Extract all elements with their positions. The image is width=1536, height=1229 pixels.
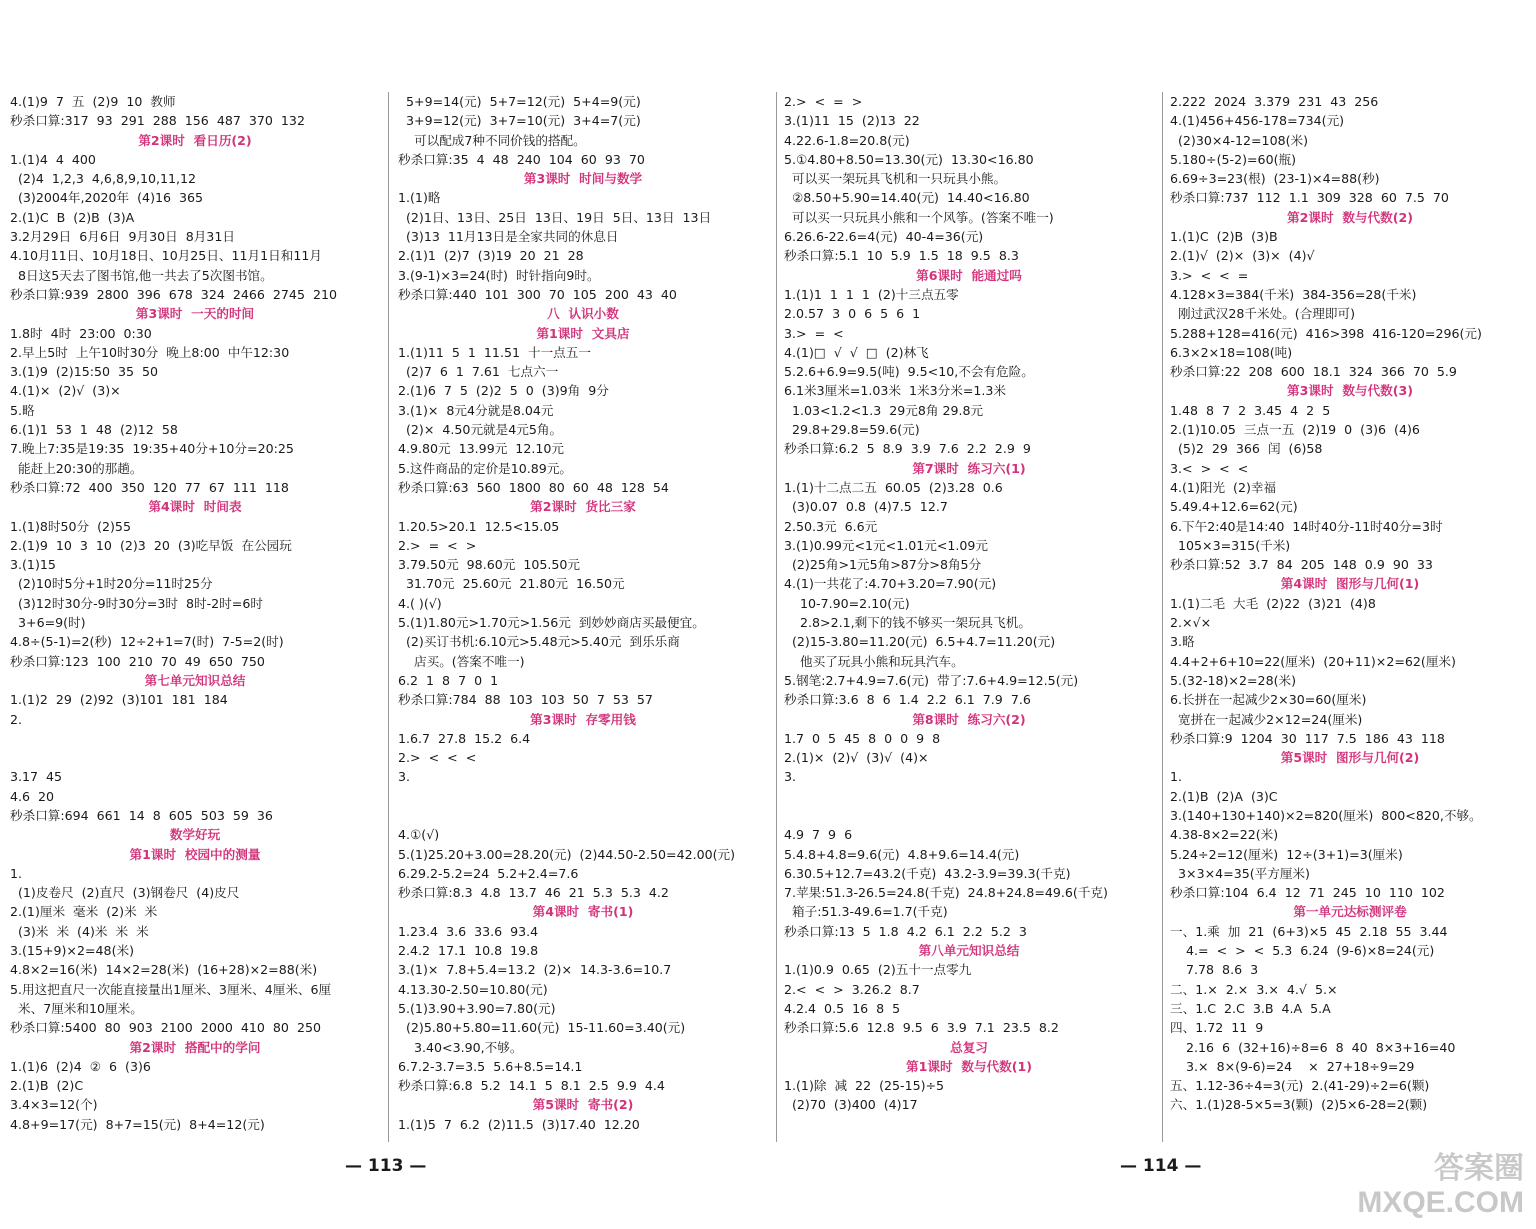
watermark-logo [1357, 1152, 1524, 1220]
section-heading: 第5课时 寄书(2) [532, 1097, 634, 1113]
answer-line: 2.(1)C B (2)B (3)A [10, 209, 135, 225]
answer-line: 6.2 1 8 7 0 1 [398, 672, 499, 688]
answer-line: 7.苹果:51.3-26.5=24.8(千克) 24.8+24.8=49.6(千克) [784, 885, 1108, 901]
answer-line: 秒杀口算:8.3 4.8 13.7 46 21 5.3 5.3 4.2 [398, 885, 669, 901]
answer-line: 3.(1)0.99元<1元<1.01元<1.09元 [784, 537, 989, 553]
answer-line: 5.(1)25.20+3.00=28.20(元) (2)44.50-2.50=42.00(元) [398, 846, 736, 862]
answer-line: 可以买一只玩具小熊和一个风筝。(答案不唯一) [784, 209, 1054, 225]
answer-line: 秒杀口算:5.6 12.8 9.5 6 3.9 7.1 23.5 8.2 [784, 1020, 1059, 1036]
answer-line: 6.下午2:40是14:40 14时40分-11时40分=3时 [1170, 518, 1443, 534]
answer-line: 3.2月29日 6月6日 9月30日 8月31日 [10, 229, 235, 245]
answer-line: 5.2.6+6.9=9.5(吨) 9.5<10,不会有危险。 [784, 364, 1034, 380]
answer-line: (5)2 29 366 闰 (6)58 [1170, 441, 1323, 457]
answer-line: 3. [398, 769, 411, 785]
section-heading: 第7课时 练习六(1) [912, 460, 1026, 476]
answer-line: 1.23.4 3.6 33.6 93.4 [398, 923, 539, 939]
section-heading: 第5课时 图形与几何(2) [1280, 750, 1420, 766]
answer-line: 5.49.4+12.6=62(元) [1170, 499, 1298, 515]
answer-line: 1.(1)除 减 22 (25-15)÷5 [784, 1078, 945, 1094]
answer-line: 3.(9-1)×3=24(时) 时针指向9时。 [398, 267, 600, 283]
figure-space [398, 806, 768, 825]
column-2 [398, 92, 768, 1134]
column-3 [784, 92, 1154, 1115]
answer-line: 5.(1)1.80元>1.70元>1.56元 到妙妙商店买最便宜。 [398, 615, 705, 631]
answer-line: (2)5.80+5.80=11.60(元) 15-11.60=3.40(元) [398, 1020, 686, 1036]
answer-line: 宽拼在一起减少2×12=24(厘米) [1170, 711, 1363, 727]
answer-line: 2.(1)9 10 3 10 (2)3 20 (3)吃早饭 在公园玩 [10, 537, 292, 553]
answer-line: (2)1日、13日、25日 13日、19日 5日、13日 13日 [398, 209, 712, 225]
watermark-line2: MXQE.COM [1357, 1186, 1524, 1219]
section-heading: 第2课时 货比三家 [530, 499, 636, 515]
answer-line: 2.> < = > [784, 94, 863, 109]
answer-line: 6.29.2-5.2=24 5.2+2.4=7.6 [398, 865, 579, 881]
answer-line: 3.17 45 [10, 769, 63, 785]
answer-line: 3.(1)9 (2)15:50 35 50 [10, 364, 159, 380]
answer-line: 1.(1)0.9 0.65 (2)五十一点零九 [784, 962, 972, 978]
answer-line: 秒杀口算:22 208 600 18.1 324 366 70 5.9 [1170, 364, 1457, 380]
answer-line: ②8.50+5.90=14.40(元) 14.40<16.80 [784, 190, 1030, 206]
answer-line: 3.(1)× 7.8+5.4=13.2 (2)× 14.3-3.6=10.7 [398, 962, 672, 978]
answer-line: 秒杀口算:72 400 350 120 77 67 111 118 [10, 479, 289, 495]
answer-line: 4.9.80元 13.99元 12.10元 [398, 441, 564, 457]
answer-line: 秒杀口算:939 2800 396 678 324 2466 2745 210 [10, 286, 338, 302]
answer-line: 6.(1)1 53 1 48 (2)12 58 [10, 422, 178, 438]
answer-line: 2.8>2.1,剩下的钱不够买一架玩具飞机。 [784, 615, 1031, 631]
answer-line: 三、1.C 2.C 3.B 4.A 5.A [1170, 1000, 1331, 1016]
answer-line: 秒杀口算:5.1 10 5.9 1.5 18 9.5 8.3 [784, 248, 1019, 264]
answer-line: 2.(1)B (2)C [10, 1078, 84, 1094]
section-heading: 第6课时 能通过吗 [916, 267, 1022, 283]
answer-line: 2.(1)1 (2)7 (3)19 20 21 28 [398, 248, 584, 264]
answer-line: 2.(1)6 7 5 (2)2 5 0 (3)9角 9分 [398, 383, 609, 399]
answer-line: 五、1.12-36÷4=3(元) 2.(41-29)÷2=6(颗) [1170, 1078, 1430, 1094]
page-number-right: — 114 — [1120, 1156, 1202, 1176]
answer-line: (3)13 11月13日是全家共同的休息日 [398, 229, 619, 245]
figure-space [10, 748, 380, 767]
column-divider [388, 92, 389, 1142]
answer-line: 1.6.7 27.8 15.2 6.4 [398, 730, 531, 746]
answer-line: 秒杀口算:123 100 210 70 49 650 750 [10, 653, 265, 669]
figure-space [398, 787, 768, 806]
answer-line: 二、1.× 2.× 3.× 4.√ 5.× [1170, 981, 1338, 997]
section-heading: 第1课时 文具店 [536, 325, 630, 341]
answer-line: 1.(1)2 29 (2)92 (3)101 181 184 [10, 692, 228, 708]
answer-line: (3)12时30分-9时30分=3时 8时-2时=6时 [10, 595, 263, 611]
answer-line: (2)10时5分+1时20分=11时25分 [10, 576, 213, 592]
section-heading: 第3课时 一天的时间 [135, 306, 255, 322]
answer-line: 3.(1)11 15 (2)13 22 [784, 113, 920, 129]
answer-line: 5.(32-18)×2=28(米) [1170, 672, 1296, 688]
answer-line: 4.8+9=17(元) 8+7=15(元) 8+4=12(元) [10, 1116, 265, 1132]
answer-line: 4.9 7 9 6 [784, 827, 853, 843]
answer-line: 秒杀口算:52 3.7 84 205 148 0.9 90 33 [1170, 557, 1433, 573]
answer-line: 5.钢笔:2.7+4.9=7.6(元) 带了:7.6+4.9=12.5(元) [784, 672, 1079, 688]
answer-line: 3.79.50元 98.60元 105.50元 [398, 557, 580, 573]
answer-line: 6.3×2×18=108(吨) [1170, 344, 1293, 360]
section-heading: 第8课时 练习六(2) [912, 711, 1026, 727]
answer-line: 6.69÷3=23(根) (23-1)×4=88(秒) [1170, 171, 1380, 187]
answer-line: 2.> < < < [398, 750, 477, 766]
answer-line: 6.30.5+12.7=43.2(千克) 43.2-3.9=39.3(千克) [784, 865, 1071, 881]
answer-line: 5.(1)3.90+3.90=7.80(元) [398, 1000, 556, 1016]
answer-line: 2.50.3元 6.6元 [784, 518, 878, 534]
answer-line: 6.长拼在一起减少2×30=60(厘米) [1170, 692, 1367, 708]
answer-line: 6.1米3厘米=1.03米 1米3分米=1.3米 [784, 383, 1006, 399]
answer-line: 1.(1)C (2)B (3)B [1170, 229, 1278, 245]
answer-line: 秒杀口算:35 4 48 240 104 60 93 70 [398, 151, 645, 167]
answer-line: 3.(140+130+140)×2=820(厘米) 800<820,不够。 [1170, 807, 1482, 823]
answer-line: 1.(1)1 1 1 1 (2)十三点五零 [784, 286, 959, 302]
column-4 [1170, 92, 1530, 1115]
answer-line: 米、7厘米和10厘米。 [10, 1000, 143, 1016]
answer-line: 3+9=12(元) 3+7=10(元) 3+4=7(元) [398, 113, 641, 129]
answer-line: 2.(1)√ (2)× (3)× (4)√ [1170, 248, 1315, 264]
answer-line: 5.略 [10, 402, 35, 418]
answer-line: 秒杀口算:694 661 14 8 605 503 59 36 [10, 807, 273, 823]
section-heading: 第八单元知识总结 [918, 943, 1020, 959]
answer-line: (2)× 4.50元就是4元5角。 [398, 422, 563, 438]
answer-line: 6.7.2-3.7=3.5 5.6+8.5=14.1 [398, 1058, 583, 1074]
answer-line: 2.(1)B (2)A (3)C [1170, 788, 1278, 804]
answer-line: 1. [10, 865, 23, 881]
figure-space [784, 806, 1154, 825]
answer-line: 3.4×3=12(个) [10, 1097, 98, 1113]
answer-line: 秒杀口算:13 5 1.8 4.2 6.1 2.2 5.2 3 [784, 923, 1027, 939]
answer-line: 4.22.6-1.8=20.8(元) [784, 132, 910, 148]
answer-line: 5.①4.80+8.50=13.30(元) 13.30<16.80 [784, 151, 1034, 167]
answer-line: 2.> = < > [398, 537, 477, 553]
figure-space [784, 787, 1154, 806]
answer-line: 4.10月11日、10月18日、10月25日、11月1日和11月 [10, 248, 322, 264]
answer-line: 4.4+2+6+10=22(厘米) (20+11)×2=62(厘米) [1170, 653, 1456, 669]
answer-line: 3.(1)15 [10, 557, 56, 573]
answer-line: 秒杀口算:63 560 1800 80 60 48 128 54 [398, 479, 669, 495]
section-heading: 第一单元达标测评卷 [1293, 904, 1407, 920]
answer-line: 4.6 20 [10, 788, 55, 804]
section-heading: 总复习 [950, 1039, 988, 1055]
answer-line: 3.< > < < [1170, 460, 1249, 476]
figure-space [10, 729, 380, 748]
section-heading: 第4课时 时间表 [148, 499, 242, 515]
answer-line: 3×3×4=35(平方厘米) [1170, 865, 1310, 881]
section-heading: 第3课时 数与代数(3) [1287, 383, 1413, 399]
answer-line: 秒杀口算:9 1204 30 117 7.5 186 43 118 [1170, 730, 1445, 746]
answer-line: 5.180÷(5-2)=60(瓶) [1170, 151, 1296, 167]
section-heading: 数学好玩 [169, 827, 221, 843]
answer-line: 能赶上20:30的那趟。 [10, 460, 143, 476]
answer-line: 可以配成7种不同价钱的搭配。 [398, 132, 586, 148]
section-heading: 第1课时 校园中的测量 [129, 846, 261, 862]
answer-line: 4.128×3=384(千米) 384-356=28(千米) [1170, 286, 1417, 302]
answer-line: 1.(1)二毛 大毛 (2)22 (3)21 (4)8 [1170, 595, 1376, 611]
section-heading: 第2课时 搭配中的学问 [129, 1039, 261, 1055]
section-heading: 第3课时 时间与数学 [523, 171, 643, 187]
answer-line: 秒杀口算:440 101 300 70 105 200 43 40 [398, 286, 677, 302]
answer-line: (2)买订书机:6.10元>5.48元>5.40元 到乐乐商 [398, 634, 680, 650]
answer-line: 1.(1)11 5 1 11.51 十一点五一 [398, 344, 591, 360]
answer-line: 一、1.乘 加 21 (6+3)×5 45 2.18 55 3.44 [1170, 923, 1448, 939]
section-heading: 第4课时 寄书(1) [532, 904, 634, 920]
column-1 [10, 92, 380, 1134]
section-heading: 第1课时 数与代数(1) [906, 1058, 1032, 1074]
answer-line: 3.> = < [784, 325, 844, 341]
answer-line: 29.8+29.8=59.6(元) [784, 422, 920, 438]
answer-line: 六、1.(1)28-5×5=3(颗) (2)5×6-28=2(颗) [1170, 1097, 1428, 1113]
answer-line: 5.288+128=416(元) 416>398 416-120=296(元) [1170, 325, 1482, 341]
answer-line: 6.26.6-22.6=4(元) 40-4=36(元) [784, 229, 984, 245]
answer-line: 1.(1)6 (2)4 ② 6 (3)6 [10, 1058, 151, 1074]
page-number-left: — 113 — [345, 1156, 427, 1176]
section-heading: 八 认识小数 [547, 306, 619, 322]
answer-line: 秒杀口算:784 88 103 103 50 7 53 57 [398, 692, 653, 708]
answer-line: 4.( )(√) [398, 595, 442, 611]
answer-line: 7.78 8.6 3 [1170, 962, 1259, 978]
answer-line: 箱子:51.3-49.6=1.7(千克) [784, 904, 948, 920]
answer-line: 2.(1)10.05 三点一五 (2)19 0 (3)6 (4)6 [1170, 422, 1420, 438]
answer-line: 1.8时 4时 23:00 0:30 [10, 325, 152, 341]
answer-line: 4.(1)× (2)√ (3)× [10, 383, 121, 399]
answer-line: 他买了玩具小熊和玩具汽车。 [784, 653, 964, 669]
watermark-line1: 答案圈 [1434, 1152, 1524, 1185]
answer-line: 秒杀口算:737 112 1.1 309 328 60 7.5 70 [1170, 190, 1449, 206]
answer-line: 3+6=9(时) [10, 615, 86, 631]
answer-line: (2)70 (3)400 (4)17 [784, 1097, 918, 1113]
answer-line: 3.40<3.90,不够。 [398, 1039, 523, 1055]
answer-line: 4.(1)□ √ √ □ (2)林飞 [784, 344, 929, 360]
answer-line: 秒杀口算:104 6.4 12 71 245 10 110 102 [1170, 885, 1445, 901]
answer-line: 1.7 0 5 45 8 0 0 9 8 [784, 730, 941, 746]
answer-line: (2)25角>1元5角>87分>8角5分 [784, 557, 982, 573]
answer-line: 秒杀口算:6.2 5 8.9 3.9 7.6 2.2 2.9 9 [784, 441, 1031, 457]
answer-line: (2)4 1,2,3 4,6,8,9,10,11,12 [10, 171, 197, 187]
answer-line: 2.(1)× (2)√ (3)√ (4)× [784, 750, 929, 766]
column-divider [1162, 92, 1163, 1142]
answer-line: 5.24÷2=12(厘米) 12÷(3+1)=3(厘米) [1170, 846, 1403, 862]
answer-line: 2.4.2 17.1 10.8 19.8 [398, 943, 539, 959]
answer-line: (3)0.07 0.8 (4)7.5 12.7 [784, 499, 948, 515]
answer-line: 3.> < < = [1170, 267, 1249, 283]
answer-line: 2.×√× [1170, 615, 1212, 631]
section-heading: 第七单元知识总结 [144, 672, 246, 688]
answer-line: 2.早上5时 上午10时30分 晚上8:00 中午12:30 [10, 344, 290, 360]
answer-line: 1.(1)4 4 400 [10, 151, 96, 167]
answer-line: (2)30×4-12=108(米) [1170, 132, 1309, 148]
answer-line: 店买。(答案不唯一) [398, 653, 525, 669]
column-divider [776, 92, 777, 1142]
answer-line: 1.(1)十二点二五 60.05 (2)3.28 0.6 [784, 479, 1003, 495]
answer-line: 3.略 [1170, 634, 1195, 650]
answer-line: 2.16 6 (32+16)÷8=6 8 40 8×3+16=40 [1170, 1039, 1456, 1055]
answer-line: 秒杀口算:317 93 291 288 156 487 370 132 [10, 113, 305, 129]
answer-line: 4.8×2=16(米) 14×2=28(米) (16+28)×2=88(米) [10, 962, 318, 978]
answer-line: 4.8÷(5-1)=2(秒) 12÷2+1=7(时) 7-5=2(时) [10, 634, 284, 650]
section-heading: 第4课时 图形与几何(1) [1280, 576, 1420, 592]
answer-line: (3)米 米 (4)米 米 米 [10, 923, 149, 939]
answer-line: 2.0.57 3 0 6 5 6 1 [784, 306, 921, 322]
answer-line: 105×3=315(千米) [1170, 537, 1291, 553]
answer-line: 四、1.72 11 9 [1170, 1020, 1264, 1036]
answer-line: 31.70元 25.60元 21.80元 16.50元 [398, 576, 625, 592]
answer-line: 4.(1)9 7 五 (2)9 10 教师 [10, 94, 176, 109]
answer-line: (1)皮卷尺 (2)直尺 (3)钢卷尺 (4)皮尺 [10, 885, 240, 901]
answer-line: 2.< < > 3.26.2 8.7 [784, 981, 920, 997]
answer-line: 2.222 2024 3.379 231 43 256 [1170, 94, 1379, 109]
answer-line: 4.(1)456+456-178=734(元) [1170, 113, 1345, 129]
answer-line: 3.× 8×(9-6)=24 × 27+18÷9=29 [1170, 1058, 1415, 1074]
answer-line: 3.(15+9)×2=48(米) [10, 943, 134, 959]
answer-line: 秒杀口算:6.8 5.2 14.1 5 8.1 2.5 9.9 4.4 [398, 1078, 665, 1094]
section-heading: 第3课时 存零用钱 [530, 711, 636, 727]
answer-line: 1.48 8 7 2 3.45 4 2 5 [1170, 402, 1331, 418]
answer-line: 秒杀口算:5400 80 903 2100 2000 410 80 250 [10, 1020, 321, 1036]
answer-line: 2.(1)厘米 毫米 (2)米 米 [10, 904, 158, 920]
answer-line: 10-7.90=2.10(元) [784, 595, 910, 611]
answer-line: 1.(1)5 7 6.2 (2)11.5 (3)17.40 12.20 [398, 1116, 640, 1132]
answer-line: 1. [1170, 769, 1183, 785]
answer-line: 4.(1)阳光 (2)幸福 [1170, 479, 1277, 495]
answer-line: 5+9=14(元) 5+7=12(元) 5+4=9(元) [398, 94, 641, 109]
section-heading: 第2课时 数与代数(2) [1287, 209, 1413, 225]
answer-line: 秒杀口算:3.6 8 6 1.4 2.2 6.1 7.9 7.6 [784, 692, 1031, 708]
answer-line: 4.2.4 0.5 16 8 5 [784, 1000, 901, 1016]
answer-line: (2)7 6 1 7.61 七点六一 [398, 364, 559, 380]
answer-line: 刚过武汉28千米处。(合理即可) [1170, 306, 1355, 322]
answer-line: 3.(1)× 8元4分就是8.04元 [398, 402, 554, 418]
answer-line: (3)2004年,2020年 (4)16 365 [10, 190, 204, 206]
answer-line: 可以买一架玩具飞机和一只玩具小熊。 [784, 171, 1007, 187]
answer-line: 5.这件商品的定价是10.89元。 [398, 460, 573, 476]
answer-line: 4.13.30-2.50=10.80(元) [398, 981, 548, 997]
answer-line: 4.①(√) [398, 827, 440, 843]
answer-line: 5.4.8+4.8=9.6(元) 4.8+9.6=14.4(元) [784, 846, 1020, 862]
answer-line: 7.晚上7:35是19:35 19:35+40分+10分=20:25 [10, 441, 294, 457]
answer-line: 4.= < > < 5.3 6.24 (9-6)×8=24(元) [1170, 943, 1435, 959]
answer-line: 4.38-8×2=22(米) [1170, 827, 1279, 843]
answer-line: 4.(1)一共花了:4.70+3.20=7.90(元) [784, 576, 997, 592]
answer-line: 2. [10, 711, 23, 727]
answer-line: 1.(1)略 [398, 190, 441, 206]
answer-line: (2)15-3.80=11.20(元) 6.5+4.7=11.20(元) [784, 634, 1056, 650]
answer-line: 5.用这把直尺一次能直接量出1厘米、3厘米、4厘米、6厘 [10, 981, 332, 997]
answer-line: 1.(1)8时50分 (2)55 [10, 518, 131, 534]
answer-line: 1.20.5>20.1 12.5<15.05 [398, 518, 560, 534]
answer-line: 8日这5天去了图书馆,他一共去了5次图书馆。 [10, 267, 273, 283]
answer-line: 1.03<1.2<1.3 29元8角 29.8元 [784, 402, 984, 418]
section-heading: 第2课时 看日历(2) [138, 132, 252, 148]
answer-line: 3. [784, 769, 797, 785]
